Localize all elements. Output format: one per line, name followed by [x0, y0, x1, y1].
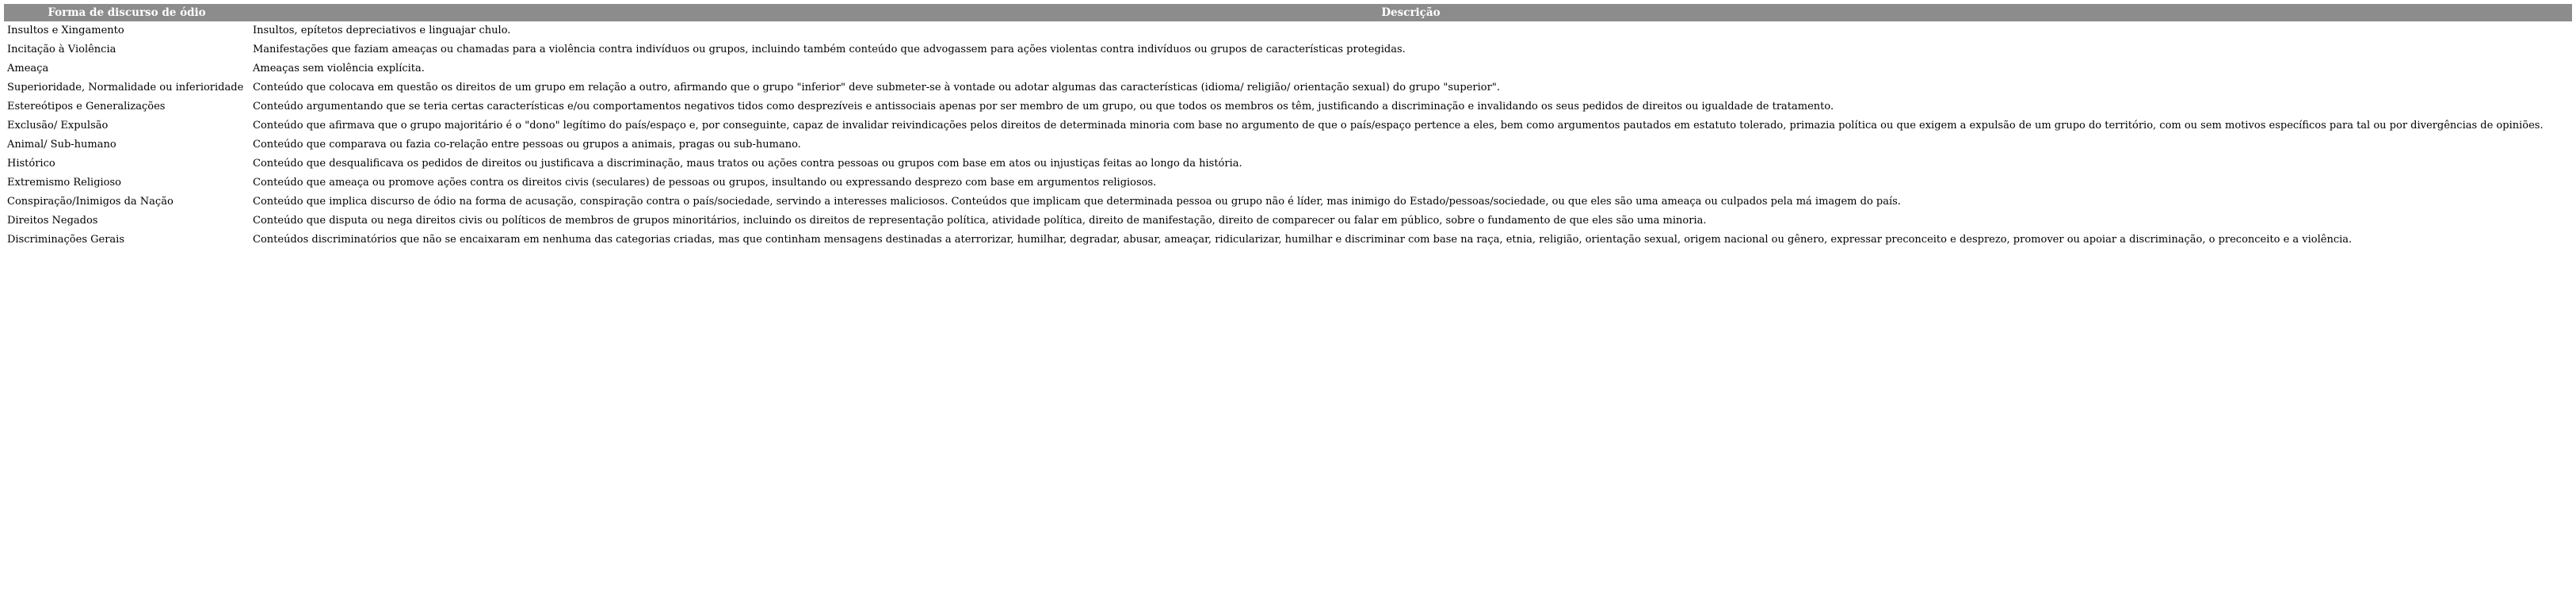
row-description-cell: Conteúdo argumentando que se teria certas características e/ou comportamentos negativos tidos como desprezíveis e antissociais apenas por ser membro de um grupo, ou que todos os membros os têm, justificando a discriminação e invalidando os seus pedidos de direitos ou igualdade de tratamento.	[253, 101, 1834, 113]
table-row	[4, 40, 2572, 59]
row-form-cell: Ameaça	[7, 63, 49, 74]
row-form-cell: Animal/ Sub-humano	[7, 139, 116, 151]
row-form-cell: Discriminações Gerais	[7, 234, 124, 246]
row-description-cell: Conteúdo que colocava em questão os direitos de um grupo em relação a outro, afirmando que o grupo "inferior" deve submeter-se à vontade ou adotar algumas das características (idioma/ religião/ orientação sexual) do grupo "superior".	[253, 82, 1500, 93]
row-form-cell: Insultos e Xingamento	[7, 25, 124, 36]
row-description-cell: Conteúdo que implica discurso de ódio na forma de acusação, conspiração contra o país/sociedade, servindo a interesses maliciosos. Conteúdos que implicam que determinada pessoa ou grupo não é líder, mas inimigo do Estado/pessoas/sociedade, ou que eles são uma ameaça ou culpados pela má imagem do país.	[253, 196, 1901, 208]
row-description-cell: Conteúdo que afirmava que o grupo majoritário é o "dono" legítimo do país/espaço e, por conseguinte, capaz de invalidar reivindicações pelos direitos de determinada minoria com base no argumento de que o país/espaço pertence a eles, bem como argumentos pautados em estatuto tolerado, primazia política ou que exigem a expulsão de um grupo do território, com ou sem motivos específicos para tal ou por divergências de opiniões.	[253, 120, 2544, 132]
row-form-cell: Conspiração/Inimigos da Nação	[7, 196, 174, 208]
row-form-cell: Incitação à Violência	[7, 44, 116, 55]
row-description-cell: Ameaças sem violência explícita.	[253, 63, 425, 74]
row-description-cell: Manifestações que faziam ameaças ou chamadas para a violência contra indivíduos ou grupos, incluindo também conteúdo que advogassem para ações violentas contra indivíduos ou grupos de características protegidas.	[253, 44, 1406, 55]
table-row	[4, 212, 2572, 231]
row-description-cell: Insultos, epítetos depreciativos e linguajar chulo.	[253, 25, 511, 36]
row-description-cell: Conteúdos discriminatórios que não se encaixaram em nenhuma das categorias criadas, mas que continham mensagens destinadas a aterrorizar, humilhar, degradar, abusar, ameaçar, ridicularizar, humilhar e discriminar com base na raça, etnia, religião, orientação sexual, origem nacional ou gênero, expressar preconceito e desprezo, promover ou apoiar a discriminação, o preconceito e a violência.	[253, 234, 2353, 246]
row-form-cell: Exclusão/ Expulsão	[7, 120, 109, 132]
row-form-cell: Direitos Negados	[7, 215, 98, 227]
table-row	[4, 193, 2572, 212]
table-row	[4, 59, 2572, 78]
header-form: Forma de discurso de ódio	[4, 4, 250, 21]
row-form-cell: Extremismo Religioso	[7, 177, 121, 189]
hate-speech-table	[4, 4, 2572, 250]
row-form-cell: Superioridade, Normalidade ou inferioridade	[7, 82, 244, 93]
table-header	[4, 4, 2572, 21]
table-row	[4, 135, 2572, 154]
table-row	[4, 116, 2572, 135]
header-row	[4, 4, 2572, 21]
row-description-cell: Conteúdo que comparava ou fazia co-relação entre pessoas ou grupos a animais, pragas ou sub-humano.	[253, 139, 801, 151]
row-description-cell: Conteúdo que desqualificava os pedidos de direitos ou justificava a discriminação, maus tratos ou ações contra pessoas ou grupos com base em atos ou injustiças feitas ao longo da história.	[253, 158, 1242, 170]
table-row	[4, 78, 2572, 97]
row-description-cell: Conteúdo que ameaça ou promove ações contra os direitos civis (seculares) de pessoas ou grupos, insultando ou expressando desprezo com base em argumentos religiosos.	[253, 177, 1157, 189]
table-body	[4, 21, 2572, 250]
row-description-cell: Conteúdo que disputa ou nega direitos civis ou políticos de membros de grupos minoritários, incluindo os direitos de representação política, atividade política, direito de manifestação, direito de comparecer ou falar em público, sobre o fundamento de que eles são uma minoria.	[253, 215, 1707, 227]
table-row	[4, 174, 2572, 193]
table-row	[4, 154, 2572, 174]
table-row	[4, 97, 2572, 116]
header-description: Descrição	[250, 4, 2572, 21]
table-row	[4, 231, 2572, 250]
row-form-cell: Estereótipos e Generalizações	[7, 101, 166, 113]
table-row	[4, 21, 2572, 40]
row-form-cell: Histórico	[7, 158, 55, 170]
